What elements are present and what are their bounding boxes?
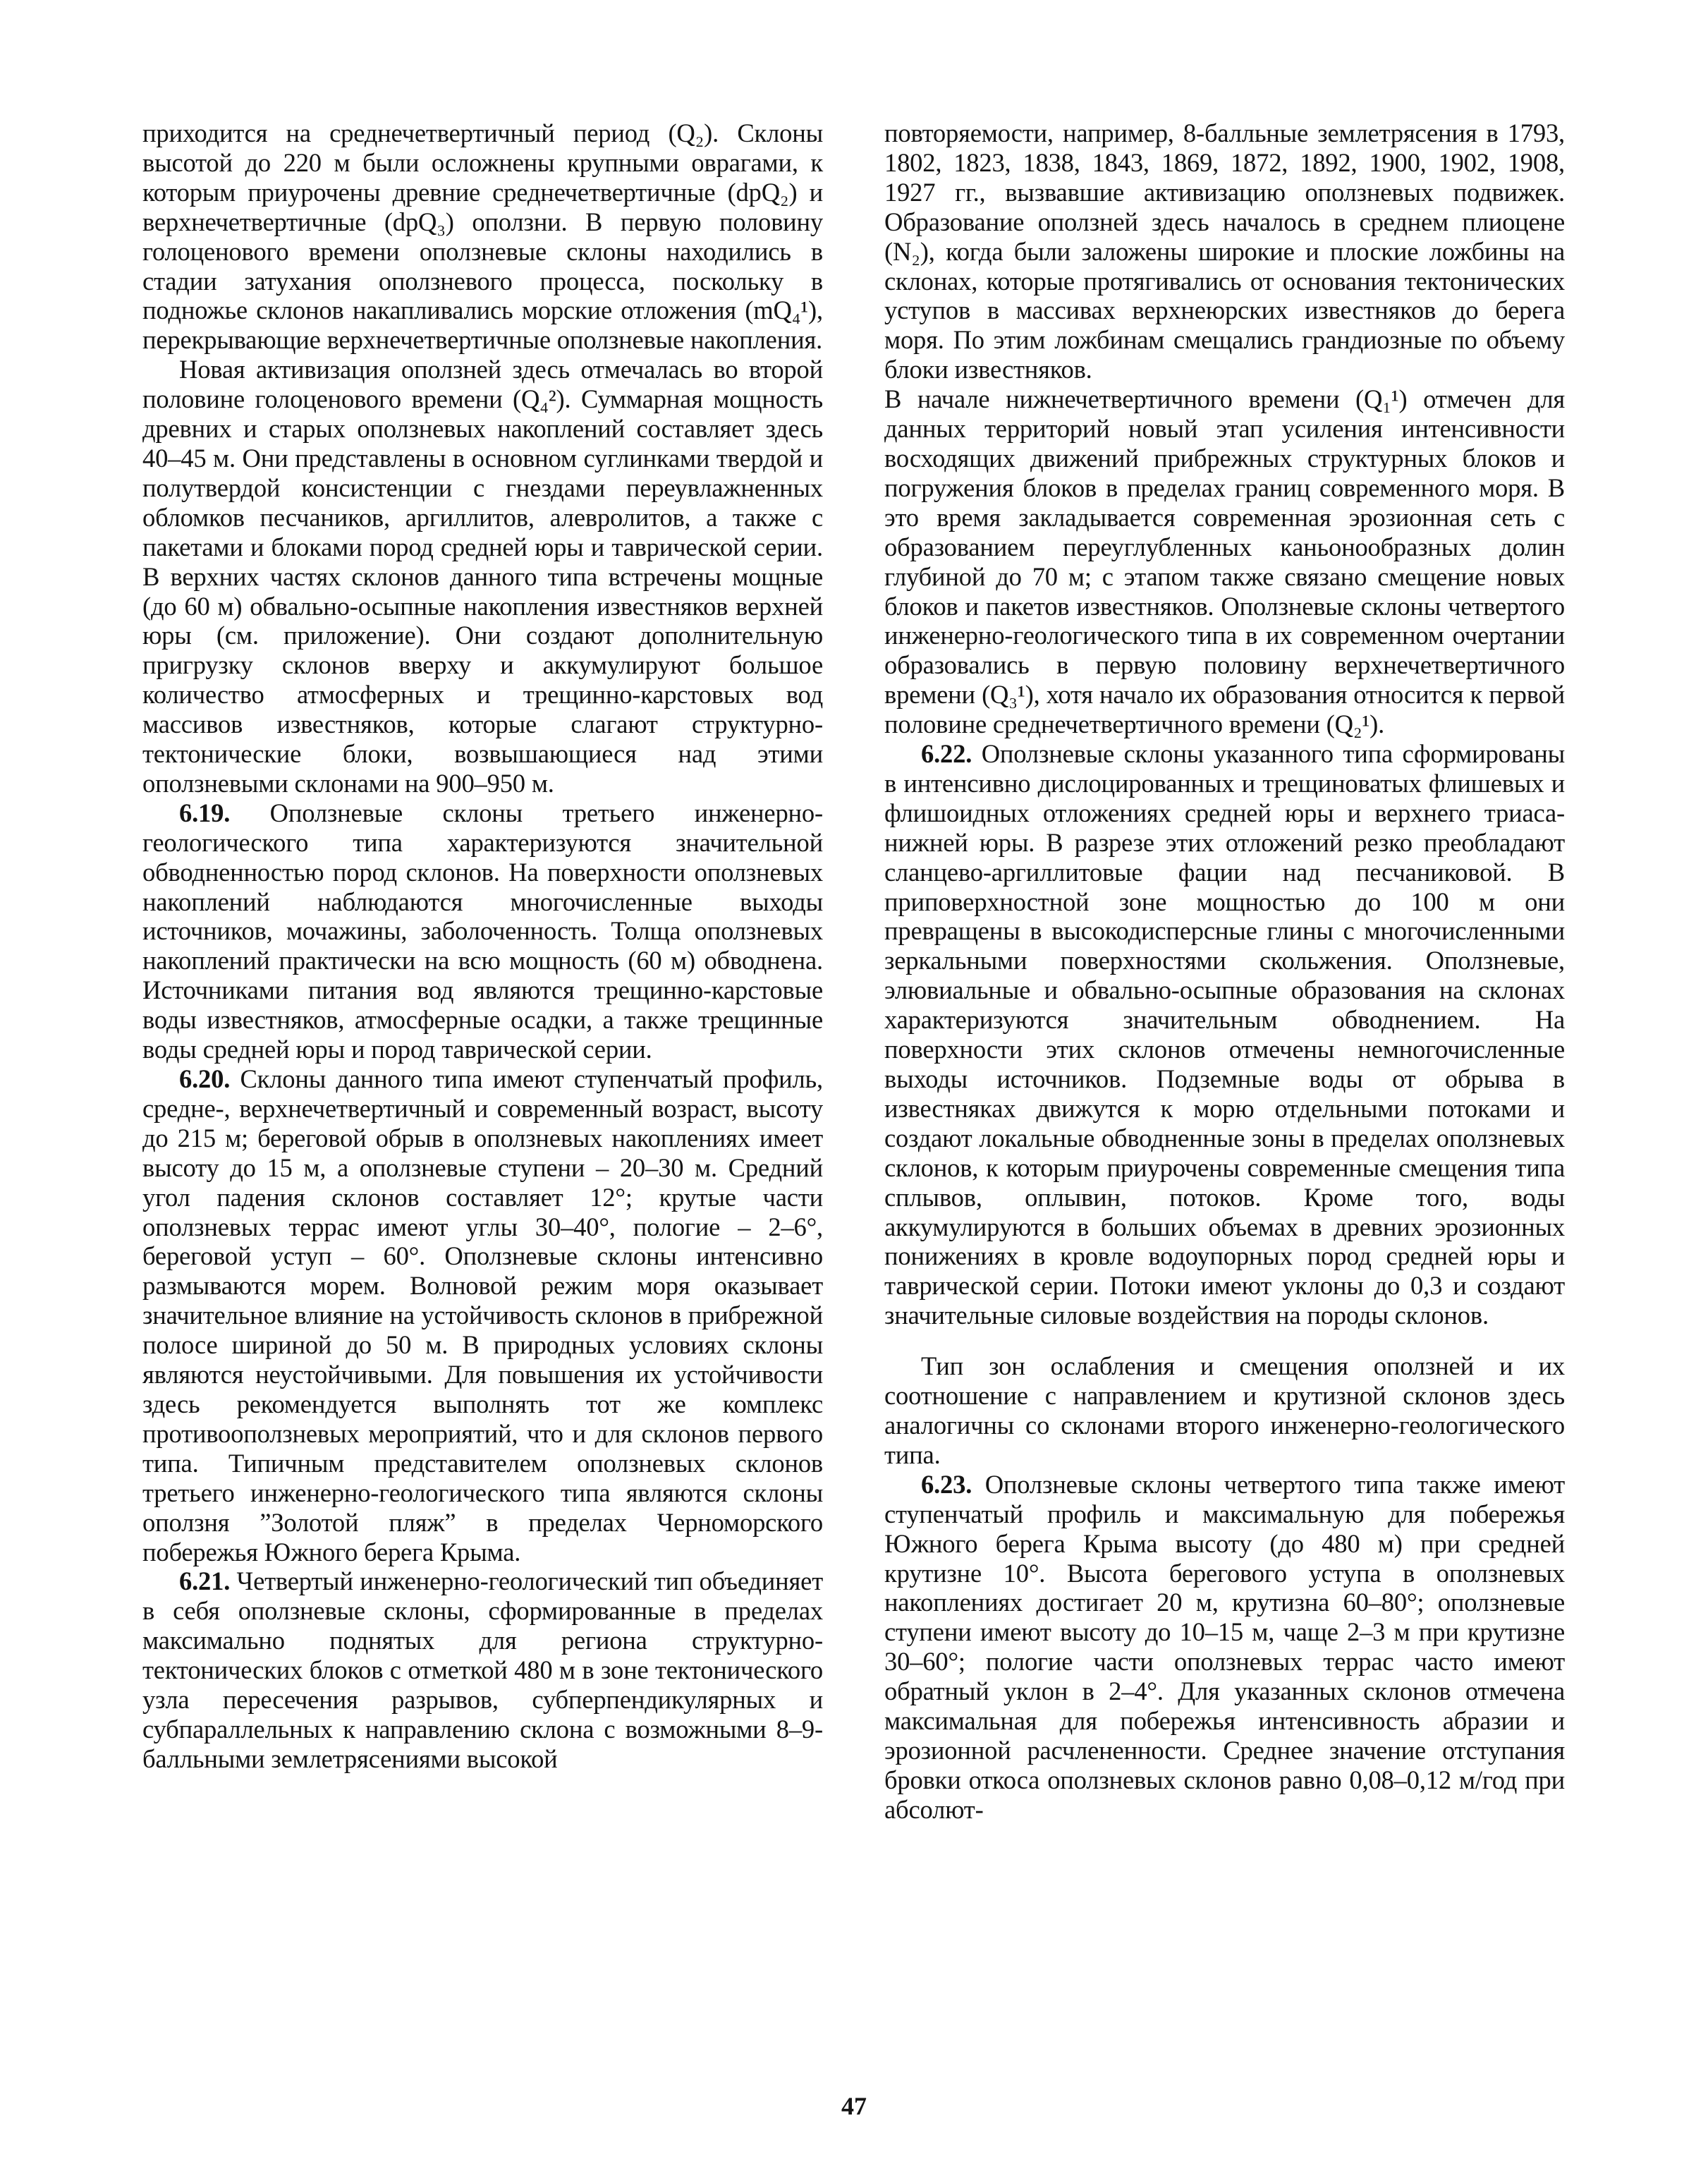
section-6-23 (884, 1470, 1565, 1825)
section-6-21 (142, 1566, 823, 1773)
section-text: Склоны данного типа имеют ступенчатый профиль, средне-, верхнечетвертичный и современный возраст, высоту до 215 м; береговой обрыв в оползневых накоплениях имеет высоту до 15 м, а оползневые ступени – 20–30 м. Средний угол падения склонов составляет 12°; крутые части оползневых террас имеют углы 30–40°, пологие – 2–6°, береговой уступ – 60°. Оползневые склоны интенсивно размываются морем. Волновой режим моря оказывает значительное влияние на устойчивость склонов в прибрежной полосе шириной до 50 м. В природных условиях склоны являются неустойчивыми. Для повышения их устойчивости здесь рекомендуется выполнять тот же комплекс противооползневых мероприятий, что и для склонов первого типа. Типичным представителем оползневых склонов третьего инженерно-геологического типа являются склоны оползня ”Золотой пляж” в пределах Черноморского побережья Южного берега Крыма. (142, 1064, 823, 1566)
paragraph: Новая активизация оползней здесь отмечалась во второй половине голоценового времени (Q₄²). Суммарная мощность древних и старых оползневых накоплений составляет здесь 40–45 м. Они представлены в основном суглинками твердой и полутвердой консистенции с гнездами переувлажненных обломков песчаников, аргиллитов, алевролитов, а также с пакетами и блоками пород средней юры и таврической серии. В верхних частях склонов данного типа встречены мощные (до 60 м) обвально-осыпные накопления известняков верхней юры (см. приложение). Они создают дополнительную пригрузку склонов вверху и аккумулируют большое количество атмосферных и трещинно-карстовых вод массивов известняков, которые слагают структурно-тектонические блоки, возвышающиеся над этими оползневыми склонами на 900–950 м. (142, 355, 823, 798)
paragraph: повторяемости, например, 8-балльные землетрясения в 1793, 1802, 1823, 1838, 1843, 1869, 1872, 1892, 1900, 1902, 1908, 1927 гг., вызвавшие активизацию оползневых подвижек. Образование оползней здесь началось в среднем плиоцене (N₂), когда были заложены широкие и плоские ложбины на склонах, которые протягивались от основания тектонических уступов в массивах верхнеюрских известняков до берега моря. По этим ложбинам смещались грандиозные по объему блоки известняков. (884, 118, 1565, 384)
section-text: Оползневые склоны четвертого типа также имеют ступенчатый профиль и максимальную для побережья Южного берега Крыма высоту (до 480 м) при средней крутизне 10°. Высота берегового уступа в оползневых накоплениях достигает 20 м, крутизна 60–80°; оползневые ступени имеют высоту до 10–15 м, чаще 2–3 м при крутизне 30–60°; пологие части оползневых террас часто имеют обратный уклон в 2–4°. Для указанных склонов отмечена максимальная для побережья интенсивность абразии и эрозионной расчлененности. Среднее значение отступания бровки откоса оползневых склонов равно 0,08–0,12 м/год при абсолют- (884, 1469, 1565, 1824)
section-number: 6.19. (179, 798, 231, 827)
section-text: Четвертый инженерно-геологический тип объединяет в себя оползневые склоны, сформированные в пределах максимально поднятых для региона структурно-тектонических блоков с отметкой 480 м в зоне тектонического узла пересечения разрывов, субперпендикулярных и субпараллельных к направлению склона с возможными 8–9-балльными землетрясениями высокой (142, 1566, 823, 1773)
right-column (884, 118, 1565, 1825)
section-text: Оползневые склоны указанного типа сформированы в интенсивно дислоцированных и трещиноватых флишевых и флишоидных отложениях средней юры и верхнего триаса-нижней юры. В разрезе этих отложений резко преобладают сланцево-аргиллитовые фации над песчаниковой. В приповерхностной зоне мощностью до 100 м они превращены в высокодисперсные глины с многочисленными зеркальными поверхностями скольжения. Оползневые, элювиальные и обвально-осыпные образования на склонах характеризуются значительным обводнением. На поверхности этих склонов отмечены немногочисленные выходы источников. Подземные воды от обрыва в известняках движутся к морю отдельными потоками и создают локальные обводненные зоны в пределах оползневых склонов, к которым приурочены современные смещения типа сплывов, оплывин, потоков. Кроме того, воды аккумулируются в больших объемах в древних эрозионных понижениях в кровле водоупорных пород средней юры и таврической серии. Потоки имеют уклоны до 0,3 и создают значительные силовые воздействия на породы склонов. (884, 739, 1565, 1330)
section-6-19 (142, 798, 823, 1064)
section-text: Оползневые склоны третьего инженерно-геологического типа характеризуются значительной обводненностью пород склонов. На поверхности оползневых накоплений наблюдаются многочисленные выходы источников, мочажины, заболоченность. Толща оползневых накоплений практически на всю мощность (60 м) обводнена. Источниками питания вод являются трещинно-карстовые воды известняков, атмосферные осадки, а также трещинные воды средней юры и пород таврической серии. (142, 798, 823, 1064)
section-number: 6.21. (179, 1566, 231, 1596)
paragraph: В начале нижнечетвертичного времени (Q₁¹) отмечен для данных территорий новый этап усиления интенсивности восходящих движений прибрежных структурных блоков и погружения блоков в пределах границ современного моря. В это время закладывается современная эрозионная сеть с образованием переуглубленных каньонообразных долин глубиной до 70 м; с этапом также связано смещение новых блоков и пакетов известняков. Оползневые склоны четвертого инженерно-геологического типа в их современном очертании образовались в первую половину верхнечетвертичного времени (Q₃¹), хотя начало их образования относится к первой половине среднечетвертичного времени (Q₂¹). (884, 384, 1565, 739)
paragraph: приходится на среднечетвертичный период (Q₂). Склоны высотой до 220 м были осложнены крупными оврагами, к которым приурочены древние среднечетвертичные (dpQ₂) и верхнечетвертичные (dpQ₃) оползни. В первую половину голоценового времени оползневые склоны находились в стадии затухания оползневого процесса, поскольку в подножье склонов накапливались морские отложения (mQ₄¹), перекрывающие верхнечетвертичные оползневые накопления. (142, 118, 823, 355)
paragraph: Тип зон ослабления и смещения оползней и их соотношение с направлением и крутизной склонов здесь аналогичны со склонами второго инженерно-геологического типа. (884, 1351, 1565, 1469)
section-6-22 (884, 739, 1565, 1330)
section-number: 6.23. (921, 1469, 972, 1499)
section-6-20 (142, 1064, 823, 1566)
section-number: 6.20. (179, 1064, 231, 1093)
section-number: 6.22. (921, 739, 972, 769)
page-number: 47 (841, 2092, 867, 2120)
left-column (142, 118, 823, 1774)
